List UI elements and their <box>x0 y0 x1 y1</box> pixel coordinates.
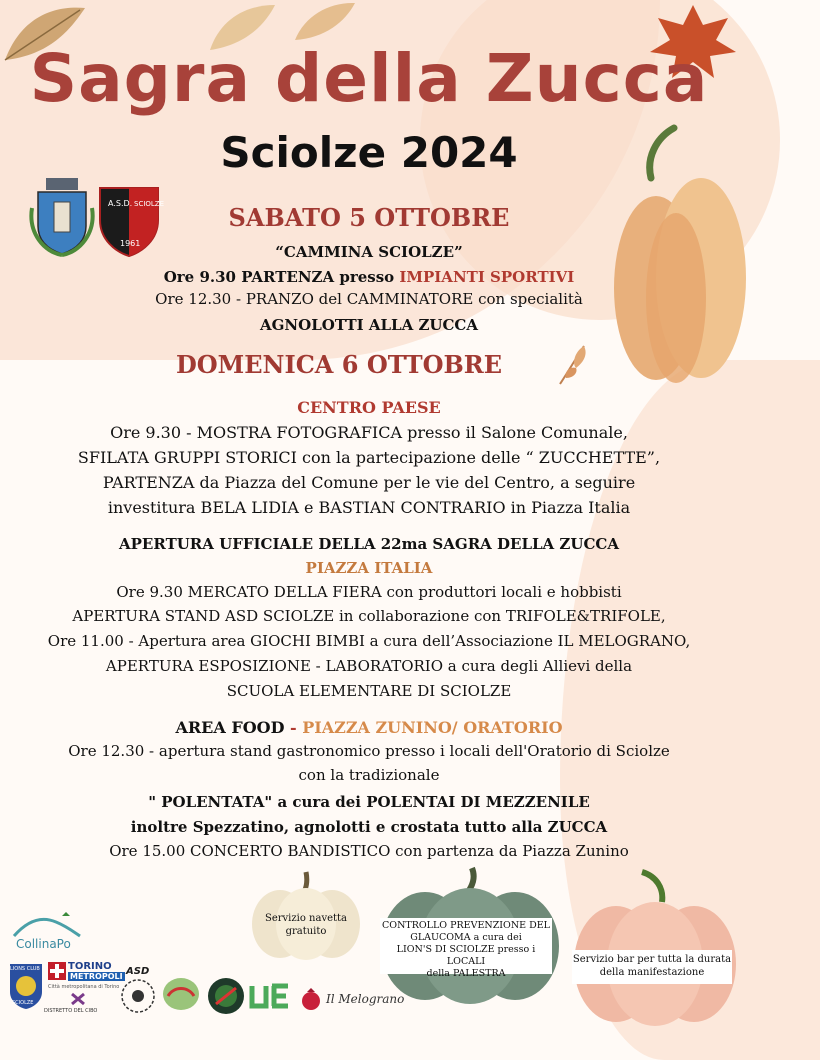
association-logo-icon <box>160 974 202 1014</box>
saturday-event-name: “CAMMINA SCIOLZE” <box>275 243 463 261</box>
distretto-logo-text: DISTRETTO DEL CIBO <box>44 1008 98 1014</box>
collinapo-logo-icon <box>12 912 82 940</box>
collinapo-logo-text: CollinaPo <box>16 937 71 951</box>
lions-logo-sub: SCIOLZE <box>12 1000 34 1006</box>
polentata-line: " POLENTATA" a cura dei POLENTAI DI MEZZENILE <box>148 793 590 811</box>
page-title: Sagra della Zucca <box>29 40 709 117</box>
piazza-title: PIAZZA ITALIA <box>305 559 433 577</box>
centro-title: CENTRO PAESE <box>297 398 441 417</box>
concerto-line: Ore 15.00 CONCERTO BANDISTICO con partenza da Piazza Zunino <box>109 842 629 860</box>
club-crest-name: SCIOLZE <box>134 200 165 208</box>
apertura-title: APERTURA UFFICIALE DELLA 22ma SAGRA DELLA ZUCCA <box>119 535 619 553</box>
centro-line: Ore 9.30 - MOSTRA FOTOGRAFICA presso il Salone Comunale, <box>110 423 628 442</box>
saturday-line3: AGNOLOTTI ALLA ZUCCA <box>259 316 478 334</box>
saturday-heading: SABATO 5 OTTOBRE <box>228 203 510 232</box>
ue-logo-icon <box>250 984 292 1014</box>
saturday-line1: Ore 9.30 PARTENZA presso IMPIANTI SPORTIVI <box>163 268 575 286</box>
torino-metropoli-logo-icon <box>48 962 66 980</box>
saturday-line2: Ore 12.30 - PRANZO del CAMMINATORE con specialità <box>155 290 583 308</box>
bar-caption: Servizio bar per tutta la durata della manifestazione <box>572 954 732 978</box>
autumn-leaf-icon <box>290 0 360 45</box>
centro-line: SFILATA GRUPPI STORICI con la partecipazione delle “ ZUCCHETTE”, <box>77 448 661 467</box>
pink-pumpkin-illustration <box>572 868 738 1024</box>
leaf-sprig-icon <box>556 342 596 386</box>
navetta-caption: Servizio navetta gratuito <box>264 913 348 937</box>
centro-line: investitura BELA LIDIA e BASTIAN CONTRARIO in Piazza Italia <box>107 498 631 517</box>
alpini-logo-icon <box>206 976 246 1016</box>
torino-logo-text: TORINO <box>68 961 112 972</box>
centro-line: PARTENZA da Piazza del Comune per le vie del Centro, a seguire <box>102 473 636 492</box>
sunday-heading: DOMENICA 6 OTTOBRE <box>175 350 503 379</box>
food-line: Ore 12.30 - apertura stand gastronomico presso i locali dell'Oratorio di Sciolze <box>68 742 670 760</box>
food-line: con la tradizionale <box>298 766 440 784</box>
piazza-line: APERTURA STAND ASD SCIOLZE in collaborazione con TRIFOLE&TRIFOLE, <box>72 607 666 625</box>
piazza-line: Ore 9.30 MERCATO DELLA FIERA con produttori locali e hobbisti <box>116 583 622 601</box>
piazza-line: Ore 11.00 - Apertura area GIOCHI BIMBI a cura dell’Associazione IL MELOGRANO, <box>47 632 691 650</box>
page-subtitle: Sciolze 2024 <box>220 128 518 177</box>
glaucoma-caption: CONTROLLO PREVENZIONE DEL GLAUCOMA a cura dei LION'S DI SCIOLZE presso i LOCALI della PALESTRA <box>382 920 550 979</box>
piazza-line: APERTURA ESPOSIZIONE - LABORATORIO a cura degli Allievi della <box>105 657 633 675</box>
torino-logo-sub: Città metropolitana di Torino <box>48 984 120 990</box>
pomegranate-icon <box>298 988 324 1010</box>
club-crest-year: 1961 <box>120 239 141 248</box>
lions-logo-text: LIONS CLUB <box>10 966 40 972</box>
inoltre-line: inoltre Spezzatino, agnolotti e crostata tutto alla ZUCCA <box>130 818 608 836</box>
asd-athletics-logo-icon <box>118 978 158 1014</box>
club-crest-top: A.S.D. <box>108 199 133 208</box>
piazza-line: SCUOLA ELEMENTARE DI SCIOLZE <box>226 682 512 700</box>
metropoli-logo-text: METROPOLI <box>70 972 123 981</box>
food-title: AREA FOOD - PIAZZA ZUNINO/ ORATORIO <box>175 718 563 737</box>
melograno-logo-text: Il Melograno <box>326 992 405 1006</box>
distretto-cibo-logo-icon <box>70 992 86 1006</box>
asd-logo-text: ASD <box>126 966 150 977</box>
